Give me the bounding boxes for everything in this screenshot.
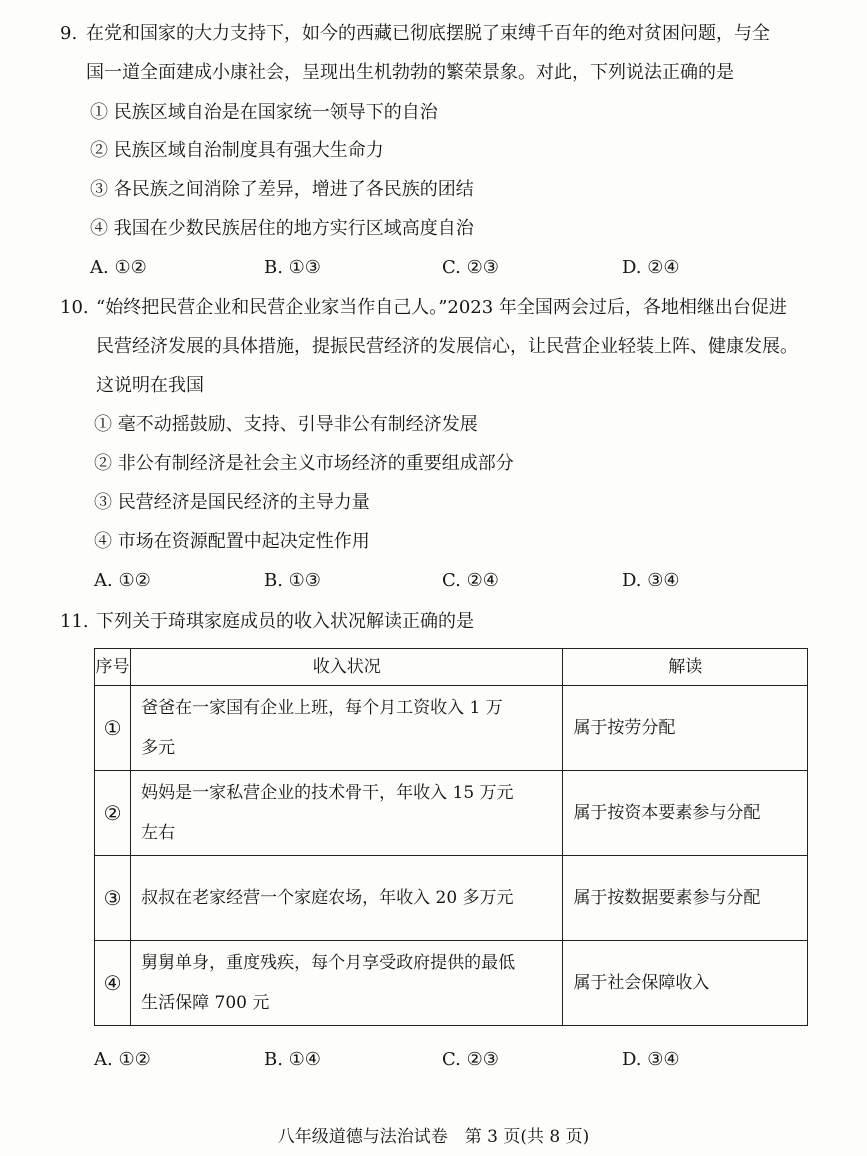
q10-stem-line-3: 这说明在我国 xyxy=(96,375,204,396)
q9-item-3: ③ 各民族之间消除了差异，增进了各民族的团结 xyxy=(90,179,474,200)
row-interpretation: 属于按资本要素参与分配 xyxy=(563,771,808,856)
q10-item-1: ① 毫不动摇鼓励、支持、引导非公有制经济发展 xyxy=(94,414,478,435)
row-income-line-1: 叔叔在老家经营一个家庭农场，年收入 20 多万元 xyxy=(141,888,514,908)
q9-option-d[interactable]: D. ②④ xyxy=(622,257,680,278)
row-income xyxy=(131,771,563,856)
row-income-line-1: 舅舅单身，重度残疾，每个月享受政府提供的最低 xyxy=(141,953,516,973)
table-row xyxy=(95,686,808,771)
q9-stem-line-2: 国一道全面建成小康社会，呈现出生机勃勃的繁荣景象。对此，下列说法正确的是 xyxy=(86,62,734,83)
header-income: 收入状况 xyxy=(131,649,563,686)
q11-option-b[interactable]: B. ①④ xyxy=(264,1049,321,1070)
row-interpretation: 属于按数据要素参与分配 xyxy=(563,856,808,941)
q9-option-c[interactable]: C. ②③ xyxy=(442,257,499,278)
income-table xyxy=(94,648,808,1026)
q11-stem: 下列关于琦琪家庭成员的收入状况解读正确的是 xyxy=(96,611,474,632)
row-income xyxy=(131,856,563,941)
q10-item-2: ② 非公有制经济是社会主义市场经济的重要组成部分 xyxy=(94,453,514,474)
q10-stem-line-2: 民营经济发展的具体措施，提振民营经济的发展信心，让民营企业轻装上阵、健康发展。 xyxy=(96,336,798,357)
table-header-row xyxy=(95,649,808,686)
header-index: 序号 xyxy=(95,649,131,686)
table-row xyxy=(95,856,808,941)
row-index: ④ xyxy=(95,941,131,1026)
q10-option-a[interactable]: A. ①② xyxy=(94,570,151,591)
q11-option-d[interactable]: D. ③④ xyxy=(622,1049,680,1070)
q10-item-4: ④ 市场在资源配置中起决定性作用 xyxy=(94,531,370,552)
q10-stem-line-1: “始终把民营企业和民营企业家当作自己人。”2023 年全国两会过后，各地相继出台促进 xyxy=(96,297,787,318)
table-row xyxy=(95,771,808,856)
q10-item-3: ③ 民营经济是国民经济的主导力量 xyxy=(94,492,370,513)
q9-stem-line-1: 在党和国家的大力支持下，如今的西藏已彻底摆脱了束缚千百年的绝对贫困问题，与全 xyxy=(86,23,770,44)
q11-option-c[interactable]: C. ②③ xyxy=(442,1049,499,1070)
page-footer: 八年级道德与法治试卷 第 3 页(共 8 页) xyxy=(277,1127,590,1147)
row-income xyxy=(131,941,563,1026)
table-row xyxy=(95,941,808,1026)
q11-number: 11. xyxy=(60,611,89,632)
q9-number: 9. xyxy=(60,23,78,44)
row-interpretation: 属于社会保障收入 xyxy=(563,941,808,1026)
row-income xyxy=(131,686,563,771)
q9-item-4: ④ 我国在少数民族居住的地方实行区域高度自治 xyxy=(90,218,474,239)
q11-option-a[interactable]: A. ①② xyxy=(94,1049,151,1070)
q10-option-c[interactable]: C. ②④ xyxy=(442,570,499,591)
row-income-line-2: 生活保障 700 元 xyxy=(141,993,270,1013)
q10-number: 10. xyxy=(60,297,89,318)
q10-option-b[interactable]: B. ①③ xyxy=(264,570,321,591)
row-income-line-2: 多元 xyxy=(141,738,176,758)
q10-option-d[interactable]: D. ③④ xyxy=(622,570,680,591)
row-interpretation: 属于按劳分配 xyxy=(563,686,808,771)
q9-item-1: ① 民族区域自治是在国家统一领导下的自治 xyxy=(90,102,438,123)
q9-option-b[interactable]: B. ①③ xyxy=(264,257,321,278)
row-index: ③ xyxy=(95,856,131,941)
row-index: ① xyxy=(95,686,131,771)
row-income-line-1: 爸爸在一家国有企业上班，每个月工资收入 1 万 xyxy=(141,698,503,718)
q9-option-a[interactable]: A. ①② xyxy=(90,257,147,278)
q9-item-2: ② 民族区域自治制度具有强大生命力 xyxy=(90,140,384,161)
header-interpretation: 解读 xyxy=(563,649,808,686)
row-income-line-1: 妈妈是一家私营企业的技术骨干，年收入 15 万元 xyxy=(141,783,514,803)
row-index: ② xyxy=(95,771,131,856)
row-income-line-2: 左右 xyxy=(141,823,176,843)
